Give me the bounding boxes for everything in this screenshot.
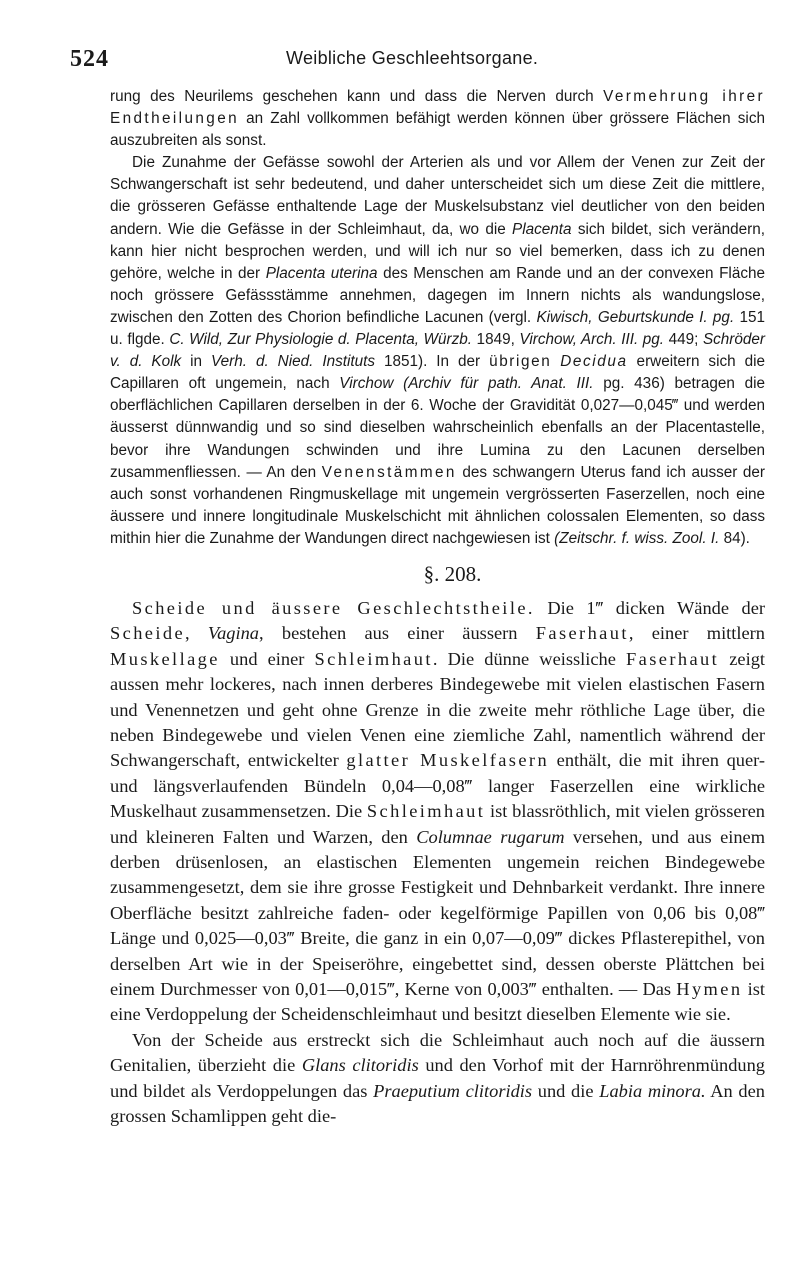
- text-run: erweitern sich die Capillaren oft ungemein, nach: [110, 353, 765, 393]
- section-number: §. 208.: [423, 561, 482, 586]
- page-number: 524: [70, 46, 109, 72]
- citation-italic: Verh. d. Nied. Instituts: [211, 353, 376, 371]
- section-heading-spaced: Scheide und äussere Geschlechtstheile.: [132, 597, 535, 618]
- text-run: enthält, die mit ihren quer- und längsverlaufenden Bündeln 0,04—0,08‴ langer Faserzellen eine wirkliche Muskelhaut zusammensetzen. Die: [110, 750, 766, 822]
- paragraph-vessels: [110, 152, 765, 550]
- text-run: , einer mittlern: [628, 623, 765, 644]
- text-run: und die: [532, 1080, 600, 1101]
- text-run: an Zahl vollkommen befähigt werden können über grössere Flächen sich auszubreiten als sonst.: [110, 110, 765, 150]
- emphasis-spaced: Muskellage: [110, 648, 220, 669]
- page-header: [70, 44, 750, 78]
- emphasis-spaced: Faserhaut: [535, 623, 629, 644]
- text-run: rung des Neurilems geschehen kann und dass die Nerven durch: [110, 88, 604, 105]
- text-run: pg. 436) betragen die oberflächlichen Capillaren derselben in der 6. Woche der Gravidität 0,027—0,045‴ und werden äusserst dünnwandig und so sind dieselben wahrscheinlich ebenfalls an der Placentastelle, bevor ihre Wandungen schwinden und ihre Lumina zu den Lacunen derselben zusammenfliessen. — An den: [110, 375, 765, 481]
- text-run: in: [181, 353, 211, 371]
- running-title: Weibliche Geschleehtsorgane.: [286, 48, 539, 68]
- term-italic: Labia minora.: [599, 1080, 706, 1101]
- text-run: Die Zunahme der Gefässe sowohl der Arterien als und vor Allem der Venen zur Zeit der Schwangerschaft ist sehr bedeutend, und daher unterscheidet sich um diese Zeit die mittlere, die grösseren Gefässe enthaltende Lage der Muskelsubstanz viel deutlicher von den beiden andern. Wie die Gefässe in der Schleimhaut, da, wo die: [110, 154, 765, 238]
- text-run: Die 1‴ dicken Wände der: [534, 597, 765, 618]
- term-italic: Vagina: [207, 623, 259, 644]
- emphasis-spaced: übrigen: [489, 353, 552, 371]
- text-run: 1849,: [472, 331, 520, 349]
- term-italic: Glans clitoridis: [301, 1055, 419, 1076]
- citation-italic: Schröder v. d. Kolk: [110, 331, 766, 371]
- emphasis-spaced: Faserhaut: [626, 648, 720, 669]
- small-print-section: [110, 86, 765, 550]
- text-run: ist eine Verdoppelung der Scheidenschleimhaut und besitzt dieselben Elemente wie sie.: [110, 979, 765, 1025]
- paragraph-vagina: [110, 596, 765, 1028]
- text-run: ist blassröthlich, mit vielen grösseren und kleineren Falten und Warzen, den: [110, 801, 765, 847]
- term-italic: Columnae rugarum: [416, 826, 565, 847]
- text-run: An den grossen Schamlippen geht die-: [110, 1080, 765, 1127]
- text-run: 449;: [664, 331, 703, 349]
- text-run: und den Vorhof mit der Harnröhrenmündung und bildet als Verdoppelungen das: [110, 1055, 765, 1101]
- text-run: 1851). In der: [375, 353, 490, 371]
- emphasis-spaced: Venenstämmen: [321, 463, 457, 481]
- emphasis-spaced: glatter Muskelfasern: [346, 750, 550, 771]
- emphasis-spaced: Vermehrung ihrer Endtheilungen: [110, 88, 765, 128]
- emphasis-spaced: Schleimhaut: [314, 648, 433, 669]
- text-run: , bestehen aus einer äussern: [259, 623, 536, 644]
- citation-italic: Virchow (Archiv für path. Anat. III.: [339, 375, 594, 393]
- text-run: zeigt aussen mehr lockeres, nach innen derberes Bindegewebe mit vielen elastischen Fasern und Venennetzen und geht ohne Grenze in die zweite mehr röthliche Lage über, die neben Bindegewebe und vielen Venen eine ziemliche Zahl, namentlich während der Schwangerschaft, entwickelter: [110, 648, 765, 771]
- text-run: 151 u. flgde.: [110, 308, 765, 349]
- text-run: 84).: [719, 529, 750, 547]
- term-italic: Decidua: [560, 353, 628, 371]
- citation-italic: Kiwisch, Geburtskunde I. pg.: [536, 308, 735, 326]
- term-italic: Placenta uterina: [265, 264, 378, 282]
- citation-italic: C. Wild, Zur Physiologie d. Placenta, Würzb.: [169, 331, 472, 349]
- text-run: Von der Scheide aus erstreckt sich die Schleimhaut auch noch auf die äussern Genitalien, überzieht die: [110, 1029, 765, 1076]
- term-italic: Praeputium clitoridis: [373, 1080, 533, 1101]
- text-run: des schwangern Uterus fand ich ausser der auch sonst vorhandenen Ringmuskellage mit ungemein vergrösserten Faserzellen, noch eine äussere und innere longitudinale Muskelschicht mit ähnlichen colossalen Elementen, so dass mithin hier die Zunahme der Wandungen direct nachgewiesen ist: [110, 463, 765, 547]
- text-run: ,: [185, 623, 208, 644]
- paragraph-external-genitalia: [110, 1028, 765, 1130]
- emphasis-spaced: Hymen: [676, 979, 743, 1000]
- text-run: [551, 353, 560, 370]
- text-run: des Menschen am Rande und an der convexen Fläche noch grössere Gefässstämme annehmen, dagegen im Innern nichts als wandungslose, zwischen den Zotten des Chorion befindliche Lacunen (vergl.: [110, 264, 765, 326]
- text-run: versehen, und aus einem derben drüsenlosen, an elastischen Elementen ungemein reichen Bindegewebe zusammengesetzt, dem sie ihre grosse Festigkeit und Dehnbarkeit verdankt. Ihre innere Oberfläche besitzt zahlreiche faden- oder kegelförmige Papillen von 0,06 bis 0,08‴ Länge und 0,025—0,03‴ Breite, die ganz in ein 0,07—0,09‴ dickes Pflasterepithel, von derselben Art wie in der Speiseröhre, eingebettet sind, dessen oberste Plättchen bei einem Durchmesser von 0,01—0,015‴, Kerne von 0,003‴ enthalten. — Das: [110, 826, 766, 1000]
- text-run: . Die dünne weissliche: [432, 648, 627, 669]
- citation-italic: (Zeitschr. f. wiss. Zool. I.: [554, 529, 720, 547]
- text-run: sich bildet, sich verändern, kann hier nicht besprochen werden, und will ich nur so viel bemerken, dass ich zu denen gehöre, welche in der: [110, 220, 765, 282]
- term-italic: Placenta: [512, 220, 572, 238]
- page-body: [110, 86, 765, 1130]
- emphasis-spaced: Scheide: [110, 623, 186, 644]
- emphasis-spaced: Schleimhaut: [366, 801, 486, 822]
- paragraph-neurilem: [110, 86, 765, 152]
- text-run: und einer: [219, 648, 315, 669]
- citation-italic: Virchow, Arch. III. pg.: [519, 331, 665, 349]
- main-text-section: [110, 596, 765, 1130]
